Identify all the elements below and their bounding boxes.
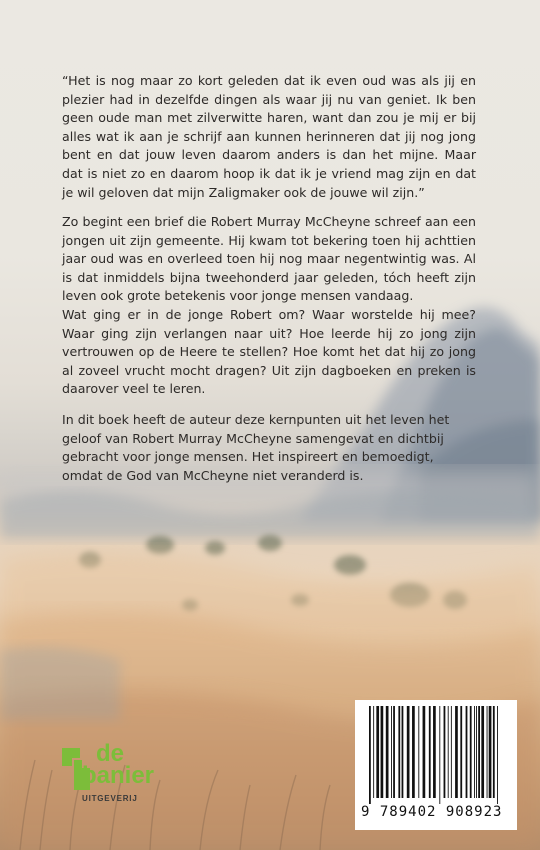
- barcode-bar: [476, 706, 477, 798]
- book-summary: In dit boek heeft de auteur deze kernpunten uit het leven het geloof van Robert Murray McCheyne samengevat en dichtbij gebracht voor jonge mensen. Het inspireert en bemoedigt, omdat de God van McCheyne niet veranderd is.: [62, 412, 450, 483]
- barcode-bar: [470, 706, 472, 798]
- publisher-subtitle: UITGEVERIJ: [82, 794, 138, 803]
- barcode-bar: [376, 706, 379, 798]
- barcode-bar: [444, 706, 446, 798]
- barcode-bar: [493, 706, 495, 798]
- barcode-bar: [487, 706, 488, 798]
- barcode-bar: [474, 706, 475, 798]
- barcode-bar: [391, 706, 392, 798]
- barcode-bar: [398, 706, 400, 798]
- barcode-bar: [455, 706, 458, 798]
- barcode-bars: [355, 700, 517, 810]
- barcode-bar: [497, 706, 498, 804]
- barcode-bar: [448, 706, 449, 798]
- barcode-bar: [433, 706, 436, 798]
- intro-text: Zo begint een brief die Robert Murray McCheyne schreef aan een jongen uit zijn gemeente. Hij kwam tot bekering toen hij achttien jaar oud was en overleed toen hij nog maar negentwintig was. Al is dat inmiddels bijna tweehonderd jaar geleden, tóch heeft zijn leven ook grote betekenis voor jonge mensen vandaag.: [62, 214, 476, 304]
- barcode-bar: [429, 706, 431, 798]
- barcode-bar: [407, 706, 410, 798]
- barcode-bar: [386, 706, 389, 798]
- barcode-bar: [369, 706, 371, 804]
- barcode-bar: [418, 706, 419, 798]
- questions-text: Wat ging er in de jonge Robert om? Waar worstelde hij mee? Waar ging zijn verlangen naar uit? Hoe leerde hij zo jong zijn vertrouwen op de Heere te stellen? Hoe komt het dat hij zo jong al zoveel vrucht mocht dragen? Uit zijn dagboeken en preken is daarover veel te leren.: [62, 306, 476, 397]
- isbn-barcode: [355, 700, 517, 830]
- barcode-bar: [423, 706, 426, 798]
- barcode-bar: [451, 706, 452, 798]
- barcode-bar: [393, 706, 395, 798]
- barcode-bar: [439, 706, 440, 804]
- barcode-bar: [466, 706, 468, 798]
- publisher-name-banier: banier: [82, 762, 155, 789]
- barcode-bar: [381, 706, 384, 798]
- barcode-bar: [478, 706, 480, 798]
- opening-quote: “Het is nog maar zo kort geleden dat ik even oud was als jij en plezier had in dezelfde dingen als waar jij nu van geniet. Ik ben geen oude man met zilverwitte haren, want dan zou je mij er bij alles wat ik aan je schrijf aan kunnen herinneren dat jij nog jong bent en dat jouw leven daarom anders is dan het mijne. Maar dat is niet zo en daarom hoop ik dat ik je vriend mag zijn en dat je wil geloven dat mijn Zaligmaker ook de jouwe wil zijn.”: [62, 73, 476, 200]
- intro-paragraph: [62, 213, 476, 399]
- publisher-name-de: de: [96, 740, 125, 767]
- isbn-digits: 9 789402 908923: [361, 804, 503, 820]
- barcode-bar: [402, 706, 404, 798]
- barcode-bar: [412, 706, 415, 798]
- barcode-bar: [460, 706, 462, 798]
- barcode-bar: [481, 706, 484, 798]
- barcode-bar: [373, 706, 374, 798]
- barcode-bar: [489, 706, 492, 798]
- publisher-logo: [60, 742, 190, 812]
